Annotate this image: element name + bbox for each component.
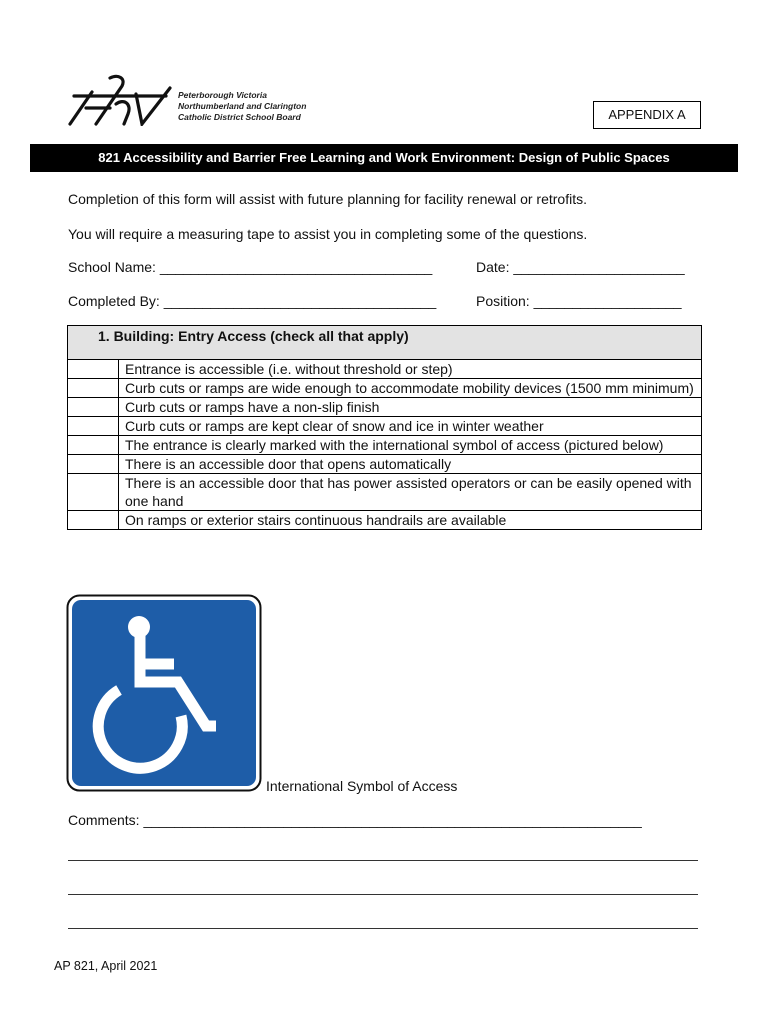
completed-by-field[interactable]: Completed By: ___________________________________: [68, 293, 437, 309]
date-field[interactable]: Date: ______________________: [476, 259, 685, 275]
checklist-row: [68, 417, 702, 436]
checklist-item: The entrance is clearly marked with the international symbol of access (pictured below): [119, 436, 702, 455]
checkbox[interactable]: [68, 398, 119, 417]
checkbox[interactable]: [68, 379, 119, 398]
checklist-row: [68, 511, 702, 530]
entry-access-checklist: [67, 325, 702, 530]
logo-text: [178, 90, 306, 123]
school-name-field[interactable]: School Name: ___________________________________: [68, 259, 433, 275]
logo-line: Northumberland and Clarington: [178, 101, 307, 111]
checklist-row: [68, 455, 702, 474]
checklist-item: Entrance is accessible (i.e. without threshold or step): [119, 360, 702, 379]
comments-field[interactable]: Comments: ________________________________________________________________: [68, 812, 642, 828]
intro-paragraph: Completion of this form will assist with future planning for facility renewal or retrofits.: [68, 191, 587, 207]
checklist-heading: 1. Building: Entry Access (check all that apply): [68, 326, 702, 360]
checkbox[interactable]: [68, 436, 119, 455]
checklist-item: On ramps or exterior stairs continuous handrails are available: [119, 511, 702, 530]
appendix-label: APPENDIX A: [593, 101, 701, 129]
school-board-logo: [66, 74, 306, 126]
board-logo-icon: [66, 74, 176, 126]
comment-line[interactable]: [68, 860, 698, 861]
position-field[interactable]: Position: ___________________: [476, 293, 682, 309]
intro-paragraph: You will require a measuring tape to assist you in completing some of the questions.: [68, 226, 588, 242]
checkbox[interactable]: [68, 455, 119, 474]
form-title-banner: 821 Accessibility and Barrier Free Learning and Work Environment: Design of Public Spaces: [30, 144, 738, 172]
logo-line: Catholic District School Board: [178, 112, 301, 122]
document-footer: AP 821, April 2021: [54, 959, 158, 973]
checkbox[interactable]: [68, 511, 119, 530]
checklist-item: Curb cuts or ramps have a non-slip finish: [119, 398, 702, 417]
checklist-row: [68, 474, 702, 511]
checklist-item: There is an accessible door that has power assisted operators or can be easily opened with one hand: [119, 474, 702, 511]
checklist-row: [68, 398, 702, 417]
checklist-item: There is an accessible door that opens automatically: [119, 455, 702, 474]
comment-line[interactable]: [68, 928, 698, 929]
checklist-row: [68, 379, 702, 398]
wheelchair-icon: [66, 594, 262, 792]
checklist-item: Curb cuts or ramps are kept clear of snow and ice in winter weather: [119, 417, 702, 436]
checkbox[interactable]: [68, 417, 119, 436]
symbol-caption: International Symbol of Access: [266, 778, 458, 794]
checklist-item: Curb cuts or ramps are wide enough to accommodate mobility devices (1500 mm minimum): [119, 379, 702, 398]
accessibility-symbol: [66, 594, 262, 792]
checklist-row: [68, 360, 702, 379]
checklist-row: [68, 436, 702, 455]
comment-line[interactable]: [68, 894, 698, 895]
logo-line: Peterborough Victoria: [178, 90, 267, 100]
checkbox[interactable]: [68, 360, 119, 379]
checkbox[interactable]: [68, 474, 119, 511]
